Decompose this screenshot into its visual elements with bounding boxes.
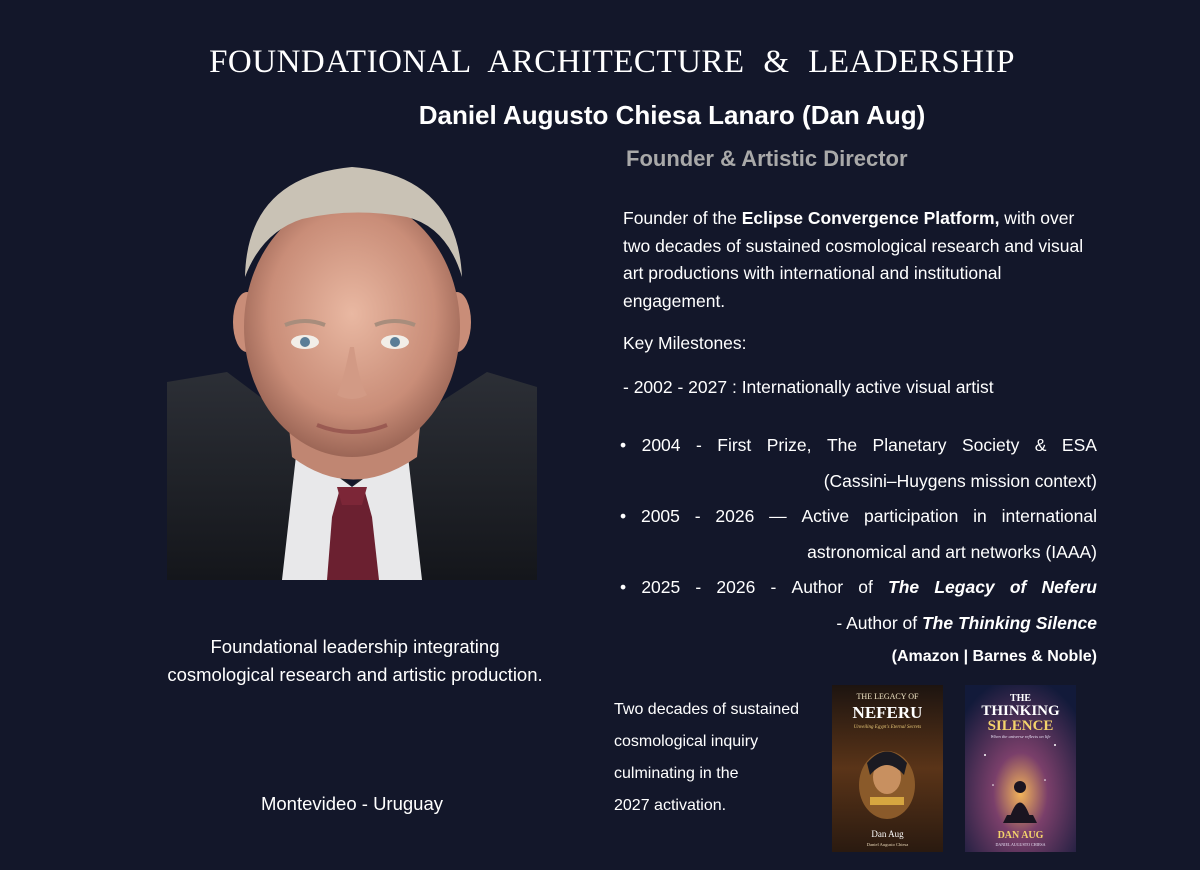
book2-title1: THE bbox=[1009, 693, 1032, 704]
word: in bbox=[973, 506, 987, 526]
word: 2025 bbox=[641, 577, 681, 597]
caption-line: cosmological research and artistic production. bbox=[167, 664, 543, 685]
word: participation bbox=[863, 506, 959, 526]
milestone-item bbox=[620, 428, 1097, 464]
word: The bbox=[826, 435, 858, 455]
word: Author bbox=[791, 577, 844, 597]
word: Prize, bbox=[766, 435, 812, 455]
word: of bbox=[858, 577, 873, 597]
book2-author-sub: DANIEL AUGUSTO CHIESA bbox=[995, 842, 1046, 847]
milestone-item-cont: astronomical and art networks (IAAA) bbox=[807, 541, 1097, 562]
summary-line: Two decades of sustained bbox=[614, 701, 800, 718]
intro-prefix: Founder of the bbox=[623, 208, 742, 228]
word: • bbox=[620, 506, 627, 526]
milestones-heading: Key Milestones: bbox=[623, 333, 747, 353]
word: 2026 bbox=[716, 577, 756, 597]
word: Active bbox=[801, 506, 850, 526]
person-name: Daniel Augusto Chiesa Lanaro (Dan Aug) bbox=[418, 100, 926, 130]
word: ESA bbox=[1061, 435, 1097, 455]
word: - bbox=[695, 435, 702, 455]
word: — bbox=[769, 506, 787, 526]
book1-author: Dan Aug bbox=[871, 829, 904, 839]
word: 2026 bbox=[715, 506, 755, 526]
platform-name: Eclipse Convergence Platform, bbox=[741, 208, 1000, 228]
intro-rest: with over two decades of sustained cosmological research and visual art productions with international and institutional engagement. bbox=[623, 208, 1084, 311]
milestones-list bbox=[620, 428, 1097, 641]
summary-line: 2027 activation. bbox=[614, 797, 727, 814]
milestone-item-cont bbox=[620, 606, 1097, 642]
book2-title3: SILENCE bbox=[987, 718, 1054, 734]
book2-subtitle: When the universe reflects on life bbox=[990, 734, 1051, 739]
book1-subtitle: Unveiling Egypt's Eternal Secrets bbox=[853, 725, 922, 730]
location-text: Montevideo - Uruguay bbox=[260, 793, 443, 814]
stores-text: (Amazon | Barnes & Noble) bbox=[891, 648, 1097, 665]
book1-author-sub: Daniel Augusto Chiesa bbox=[866, 842, 909, 847]
book-title-thinking-silence: The Thinking Silence bbox=[921, 612, 1097, 633]
book-title-word: Neferu bbox=[1041, 577, 1097, 597]
page-title: FOUNDATIONAL ARCHITECTURE & LEADERSHIP bbox=[209, 44, 1015, 80]
book1-title: NEFERU bbox=[852, 703, 923, 722]
word: • bbox=[620, 577, 627, 597]
word: international bbox=[1001, 506, 1097, 526]
summary-line: cosmological inquiry bbox=[614, 733, 759, 750]
word: 2005 bbox=[640, 506, 680, 526]
book-title-word: of bbox=[1009, 577, 1027, 597]
word: Society bbox=[961, 435, 1020, 455]
word: • bbox=[620, 435, 627, 455]
milestone-item: - 2002 - 2027 : Internationally active visual artist bbox=[623, 377, 994, 397]
book2-author: DAN AUG bbox=[997, 830, 1044, 841]
book1-top: THE LEGACY OF bbox=[856, 692, 919, 701]
portrait-caption bbox=[130, 633, 580, 689]
word: - bbox=[694, 506, 701, 526]
person-role: Founder & Artistic Director bbox=[626, 146, 908, 171]
summary-line: culminating in the bbox=[614, 765, 739, 782]
word: - bbox=[695, 577, 702, 597]
milestone-item bbox=[620, 570, 1097, 606]
word: 2004 bbox=[641, 435, 681, 455]
caption-line: Foundational leadership integrating bbox=[210, 636, 500, 657]
word: First bbox=[717, 435, 752, 455]
intro-paragraph bbox=[623, 205, 1103, 315]
milestone-item-cont: (Cassini–Huygens mission context) bbox=[823, 470, 1097, 491]
book2-title2: THINKING bbox=[981, 703, 1060, 719]
word: - bbox=[770, 577, 777, 597]
author-prefix: - Author of bbox=[836, 612, 922, 633]
book-cover-legacy-of-neferu bbox=[832, 685, 943, 852]
milestone-item bbox=[620, 499, 1097, 535]
portrait-photo bbox=[167, 157, 537, 580]
book-cover-thinking-silence bbox=[965, 685, 1076, 852]
summary-text bbox=[614, 694, 834, 822]
book-title-word: The bbox=[888, 577, 920, 597]
word: & bbox=[1034, 435, 1047, 455]
word: Planetary bbox=[872, 435, 947, 455]
book-title-word: Legacy bbox=[934, 577, 995, 597]
